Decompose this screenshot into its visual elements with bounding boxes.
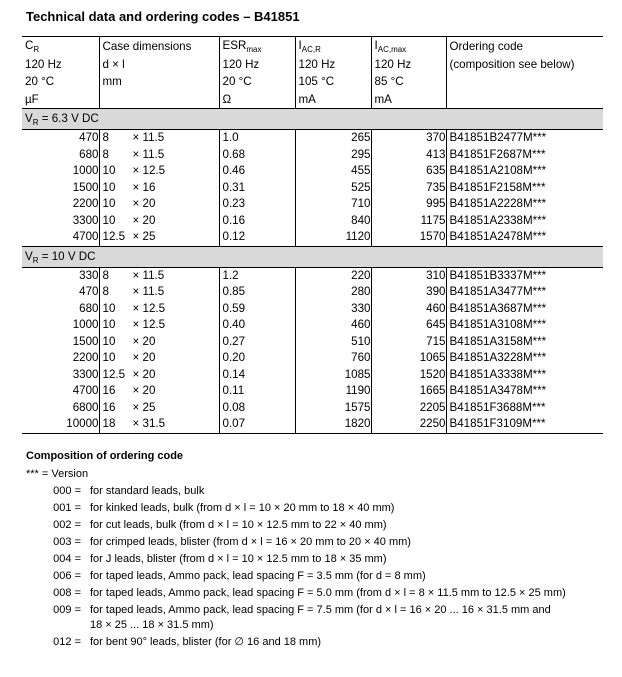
option-code: 009 =	[53, 604, 81, 616]
header-case-dimensions: Case dimensions	[99, 37, 219, 56]
option-code: 008 =	[53, 587, 81, 599]
option-code: 004 =	[53, 553, 81, 565]
header-cell: Ω	[219, 91, 295, 109]
iac-r-cell: 710	[295, 196, 371, 213]
iac-r-cell: 510	[295, 334, 371, 351]
option-description: for taped leads, Ammo pack, lead spacing F = 7.5 mm (for d × l = 16 × 20 ... 16 × 31.5 mm and 18 × 25 ... 18 × 31.5 mm)	[90, 604, 551, 631]
composition-option	[26, 551, 606, 568]
table-row	[22, 367, 603, 384]
esr-cell: 0.27	[219, 334, 295, 351]
iac-max-cell: 2205	[371, 400, 446, 417]
header-cell: d × l	[99, 56, 219, 74]
dimensions-cell	[99, 229, 219, 246]
capacitance-cell: 6800	[72, 400, 99, 414]
header-cell: 20 °C	[25, 75, 55, 88]
header-capacitance: $C_R$	[22, 37, 99, 56]
capacitance-cell: 3300	[72, 367, 99, 381]
ordering-code-cell: B41851B2477M***	[446, 130, 603, 147]
table-row	[22, 350, 603, 367]
header-cell	[446, 73, 603, 91]
length-value: × 11.5	[132, 131, 165, 144]
header-cell: 120 Hz	[371, 56, 446, 74]
capacitance-cell: 680	[79, 301, 99, 315]
capacitance-cell: 470	[79, 285, 99, 298]
ordering-code-cell: B41851A3478M***	[446, 383, 603, 400]
length-value: × 20	[132, 197, 156, 210]
esr-cell: 0.85	[219, 284, 295, 301]
iac-r-cell: 760	[295, 350, 371, 367]
esr-cell: 0.12	[219, 229, 295, 246]
diameter-value: 10	[102, 164, 116, 177]
diameter-value: 18	[102, 417, 116, 430]
capacitance-cell: 3300	[72, 213, 99, 227]
ordering-code-cell: B41851A2108M***	[446, 163, 603, 180]
header-cell: 85 °C	[371, 73, 446, 91]
dimensions-cell	[99, 317, 219, 334]
capacitance-cell: 470	[79, 131, 99, 144]
header-cell	[446, 91, 603, 109]
length-value: × 20	[132, 213, 156, 227]
dimensions-cell	[99, 267, 219, 284]
length-value: × 20	[132, 334, 156, 348]
header-cell: mA	[295, 91, 371, 109]
composition-option	[26, 602, 606, 634]
dimensions-cell	[99, 367, 219, 384]
esr-cell: 0.11	[219, 383, 295, 400]
iac-r-cell: 455	[295, 163, 371, 180]
header-cell: 20 °C	[219, 73, 295, 91]
length-value: × 12.5	[132, 164, 166, 177]
length-value: × 11.5	[132, 147, 165, 161]
header-cell: mA	[371, 91, 446, 109]
option-code: 001 =	[53, 502, 81, 514]
iac-r-cell: 1820	[295, 416, 371, 433]
diameter-value: 16	[102, 384, 116, 397]
header-row-frequency	[22, 56, 603, 74]
esr-cell: 0.08	[219, 400, 295, 417]
diameter-value: 10	[102, 334, 116, 348]
table-row	[22, 229, 603, 246]
ordering-code-cell: B41851A2338M***	[446, 213, 603, 230]
composition-option	[26, 500, 606, 517]
capacitance-cell: 4700	[72, 230, 99, 243]
ordering-code-cell: B41851A2478M***	[446, 229, 603, 246]
option-code: 012 =	[53, 636, 81, 648]
iac-max-cell: 460	[371, 301, 446, 318]
option-code: 003 =	[53, 536, 81, 548]
page-title: Technical data and ordering codes – B41851	[26, 9, 300, 24]
table-row	[22, 180, 603, 197]
composition-option	[26, 483, 606, 500]
header-cell: 120 Hz	[295, 56, 371, 74]
ordering-code-cell: B41851A3108M***	[446, 317, 603, 334]
composition-option	[26, 534, 606, 551]
dimensions-cell	[99, 163, 219, 180]
iac-r-cell: 280	[295, 284, 371, 301]
iac-max-cell: 635	[371, 163, 446, 180]
header-iac-r: $I_{AC,R}$	[295, 37, 371, 56]
version-line: *** = Version	[26, 468, 89, 480]
header-cell: mm	[99, 73, 219, 91]
dimensions-cell	[99, 130, 219, 147]
iac-r-cell: 460	[295, 317, 371, 334]
ordering-code-cell: B41851B3337M***	[446, 267, 603, 284]
capacitance-cell: 1500	[72, 334, 99, 348]
iac-max-cell: 1065	[371, 350, 446, 367]
length-value: × 11.5	[132, 285, 165, 298]
diameter-value: 12.5	[102, 230, 126, 243]
diameter-value: 8	[102, 147, 109, 161]
capacitance-cell: 1500	[72, 180, 99, 194]
esr-cell: 0.31	[219, 180, 295, 197]
iac-r-cell: 220	[295, 267, 371, 284]
ordering-code-cell: B41851A3338M***	[446, 367, 603, 384]
length-value: × 31.5	[132, 417, 166, 430]
ordering-code-cell: B41851A3687M***	[446, 301, 603, 318]
composition-option	[26, 585, 606, 602]
table-row	[22, 383, 603, 400]
capacitance-cell: 10000	[22, 416, 99, 433]
iac-r-cell: 295	[295, 147, 371, 164]
composition-title: Composition of ordering code	[26, 450, 184, 462]
length-value: × 20	[132, 367, 156, 381]
esr-cell: 0.40	[219, 317, 295, 334]
header-cell	[99, 91, 219, 109]
diameter-value: 10	[102, 197, 116, 210]
spec-table	[22, 36, 603, 434]
dimensions-cell	[99, 301, 219, 318]
esr-cell: 0.59	[219, 301, 295, 318]
diameter-value: 16	[102, 400, 116, 414]
capacitance-cell: 680	[79, 147, 99, 161]
table-row	[22, 400, 603, 417]
ordering-code-cell: B41851A2228M***	[446, 196, 603, 213]
option-description: for bent 90° leads, blister (for ∅ 16 and 18 mm)	[90, 636, 322, 648]
length-value: × 25	[132, 400, 156, 414]
table-row	[22, 301, 603, 318]
esr-cell: 0.46	[219, 163, 295, 180]
table-row	[22, 334, 603, 351]
esr-cell: 1.2	[219, 267, 295, 284]
option-code: 000 =	[53, 485, 81, 497]
capacitance-cell: 330	[79, 268, 99, 282]
header-row-temperature	[22, 73, 603, 91]
table-row	[22, 317, 603, 334]
iac-max-cell: 413	[371, 147, 446, 164]
diameter-value: 10	[102, 351, 116, 364]
capacitance-cell: 1000	[72, 164, 99, 177]
dimensions-cell	[99, 213, 219, 230]
table-row	[22, 284, 603, 301]
diameter-value: 8	[102, 131, 109, 144]
capacitance-cell: 4700	[72, 384, 99, 397]
header-esr: $ESR_{max}$	[219, 37, 295, 56]
esr-cell: 0.16	[219, 213, 295, 230]
dimensions-cell	[99, 284, 219, 301]
option-description: for taped leads, Ammo pack, lead spacing F = 3.5 mm (for d = 8 mm)	[90, 570, 426, 582]
iac-max-cell: 2250	[371, 416, 446, 433]
ordering-code-cell: B41851F3688M***	[446, 400, 603, 417]
diameter-value: 10	[102, 301, 116, 315]
table-row	[22, 267, 603, 284]
iac-r-cell: 840	[295, 213, 371, 230]
option-code: 002 =	[53, 519, 81, 531]
composition-options	[26, 483, 606, 651]
ordering-code-cell: B41851F2687M***	[446, 147, 603, 164]
diameter-value: 8	[102, 268, 109, 282]
option-description: for cut leads, bulk (from d × l = 10 × 12.5 mm to 22 × 40 mm)	[90, 519, 387, 531]
header-ordering-code: Ordering code	[446, 37, 603, 56]
iac-max-cell: 735	[371, 180, 446, 197]
capacitance-cell: 2200	[72, 351, 99, 364]
header-cell: (composition see below)	[446, 56, 603, 74]
composition-option	[26, 568, 606, 585]
table-row	[22, 416, 603, 433]
iac-max-cell: 995	[371, 196, 446, 213]
composition-section	[26, 447, 606, 651]
iac-max-cell: 310	[371, 267, 446, 284]
table-row	[22, 213, 603, 230]
header-row-name	[22, 37, 603, 56]
option-description: for J leads, blister (from d × l = 10 × 12.5 mm to 18 × 35 mm)	[90, 553, 387, 565]
option-code: 006 =	[53, 570, 81, 582]
esr-cell: 0.68	[219, 147, 295, 164]
dimensions-cell	[99, 350, 219, 367]
dimensions-cell	[99, 334, 219, 351]
diameter-value: 10	[102, 180, 116, 194]
dimensions-cell	[99, 180, 219, 197]
iac-r-cell: 1575	[295, 400, 371, 417]
iac-r-cell: 1085	[295, 367, 371, 384]
header-row-unit	[22, 91, 603, 109]
esr-cell: 0.23	[219, 196, 295, 213]
option-description: for crimped leads, blister (from d × l = 16 × 20 mm to 20 × 40 mm)	[90, 536, 411, 548]
length-value: × 20	[132, 384, 156, 397]
ordering-code-cell: B41851F3109M***	[446, 416, 603, 433]
iac-max-cell: 1520	[371, 367, 446, 384]
esr-cell: 0.07	[219, 416, 295, 433]
iac-r-cell: 1120	[295, 229, 371, 246]
length-value: × 12.5	[132, 301, 166, 315]
table-row	[22, 130, 603, 147]
dimensions-cell	[99, 400, 219, 417]
length-value: × 25	[132, 230, 156, 243]
header-cell: 120 Hz	[25, 57, 62, 71]
capacitance-cell: 1000	[72, 318, 99, 331]
esr-cell: 0.14	[219, 367, 295, 384]
length-value: × 12.5	[132, 318, 166, 331]
length-value: × 20	[132, 351, 156, 364]
length-value: × 11.5	[132, 268, 165, 282]
iac-max-cell: 645	[371, 317, 446, 334]
option-description: for standard leads, bulk	[90, 485, 205, 497]
length-value: × 16	[132, 180, 156, 194]
iac-r-cell: 330	[295, 301, 371, 318]
header-cell: 120 Hz	[219, 56, 295, 74]
table-row	[22, 147, 603, 164]
ordering-code-cell: B41851F2158M***	[446, 180, 603, 197]
ordering-code-cell: B41851A3158M***	[446, 334, 603, 351]
header-cell: 105 °C	[295, 73, 371, 91]
iac-max-cell: 1570	[371, 229, 446, 246]
diameter-value: 8	[102, 285, 109, 298]
voltage-group-label: $V_R = 10$ V DC	[22, 246, 603, 267]
dimensions-cell	[99, 383, 219, 400]
iac-max-cell: 1175	[371, 213, 446, 230]
dimensions-cell	[99, 147, 219, 164]
capacitance-cell: 2200	[72, 197, 99, 210]
iac-r-cell: 265	[295, 130, 371, 147]
voltage-group-row	[22, 246, 603, 267]
header-cell: µF	[22, 91, 99, 109]
spec-table-body	[22, 37, 603, 434]
option-description: for taped leads, Ammo pack, lead spacing F = 5.0 mm (from d × l = 8 × 11.5 mm to 12.5 × 25 mm)	[90, 587, 566, 599]
dimensions-cell	[99, 196, 219, 213]
composition-option	[26, 517, 606, 534]
option-description: for kinked leads, bulk (from d × l = 10 × 20 mm to 18 × 40 mm)	[90, 502, 395, 514]
esr-cell: 1.0	[219, 130, 295, 147]
iac-r-cell: 525	[295, 180, 371, 197]
dimensions-cell	[99, 416, 219, 433]
composition-option	[26, 634, 606, 651]
ordering-code-cell: B41851A3228M***	[446, 350, 603, 367]
iac-max-cell: 390	[371, 284, 446, 301]
voltage-group-row	[22, 109, 603, 130]
esr-cell: 0.20	[219, 350, 295, 367]
diameter-value: 10	[102, 318, 116, 331]
ordering-code-cell: B41851A3477M***	[446, 284, 603, 301]
table-row	[22, 196, 603, 213]
voltage-group-label: $V_R = 6.3$ V DC	[22, 109, 603, 130]
iac-r-cell: 1190	[295, 383, 371, 400]
header-iac-max: $I_{AC,max}$	[371, 37, 446, 56]
iac-max-cell: 715	[371, 334, 446, 351]
diameter-value: 12.5	[102, 367, 126, 381]
iac-max-cell: 1665	[371, 383, 446, 400]
iac-max-cell: 370	[371, 130, 446, 147]
diameter-value: 10	[102, 213, 116, 227]
table-row	[22, 163, 603, 180]
